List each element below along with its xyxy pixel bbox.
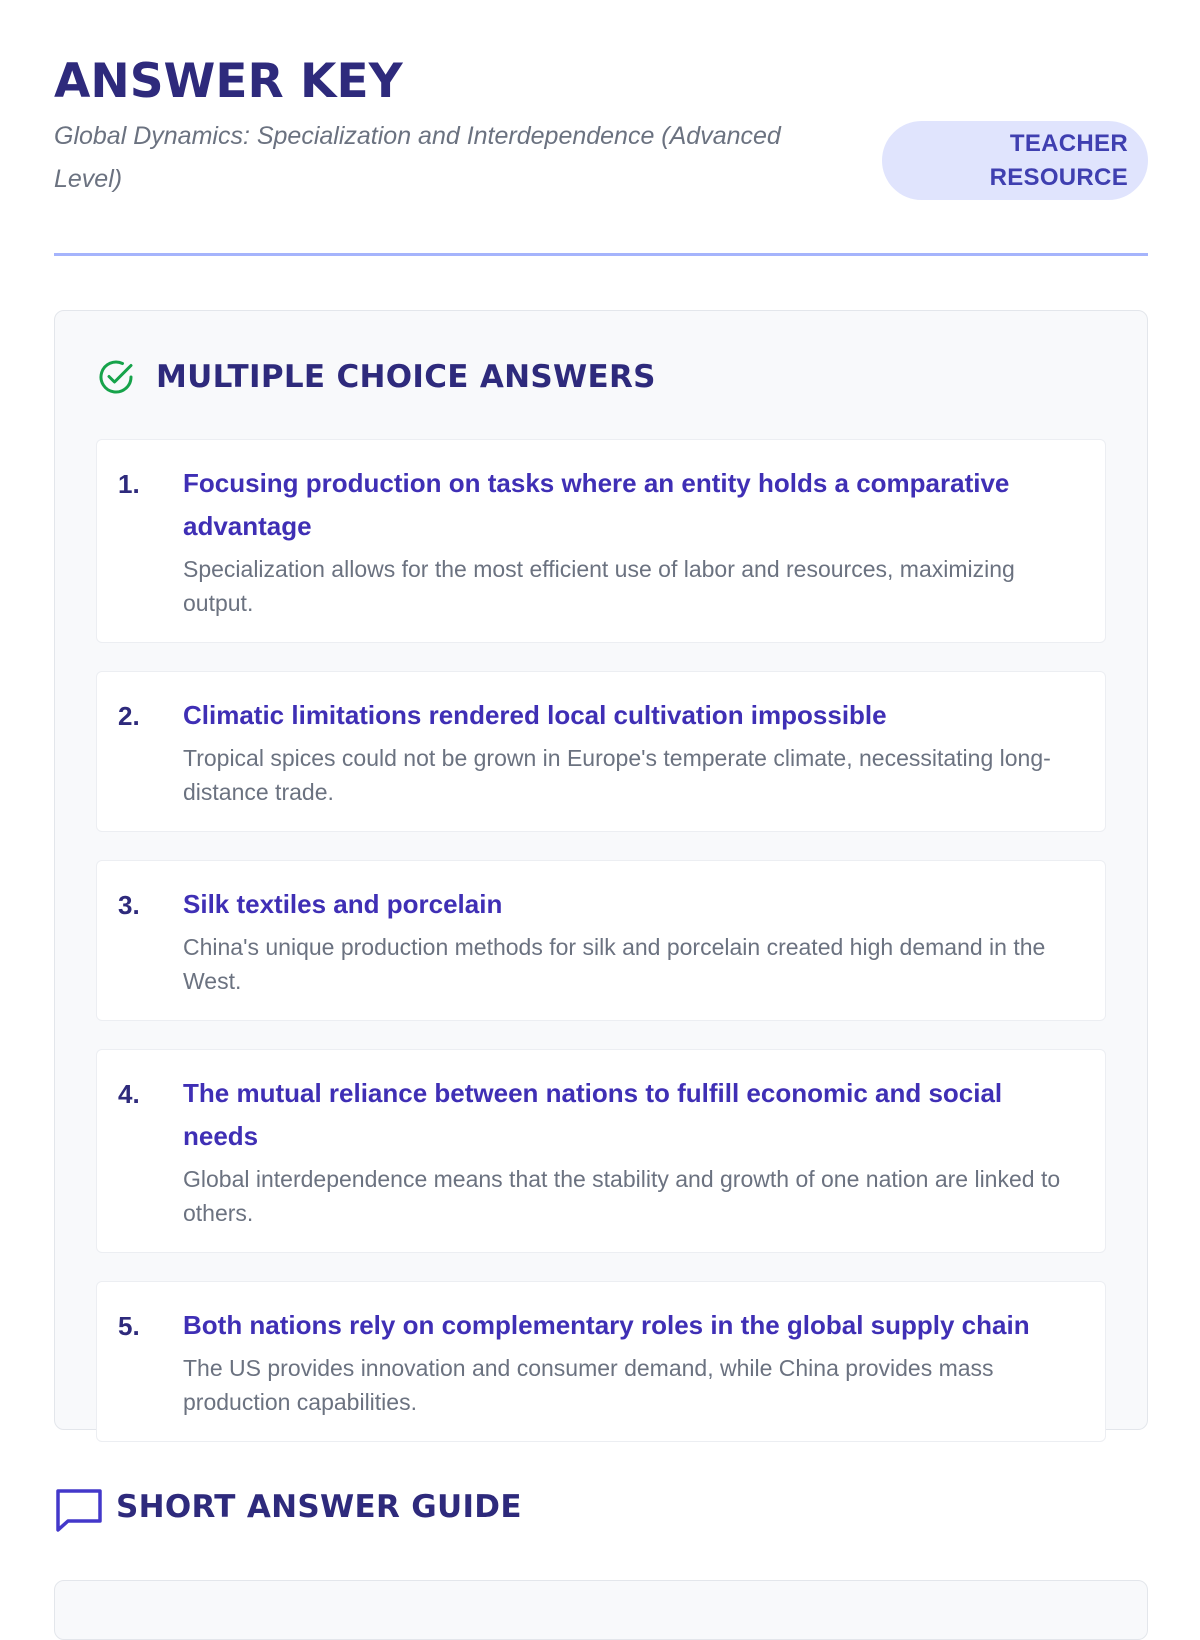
short-answer-heading [54, 1487, 522, 1527]
answer-explanation: The US provides innovation and consumer demand, while China provides mass production capabilities. [183, 1355, 994, 1415]
page-subtitle: Global Dynamics: Specialization and Interdependence (Advanced Level) [54, 122, 781, 193]
multiple-choice-title: MULTIPLE CHOICE ANSWERS [156, 359, 656, 395]
answer-key-page [54, 0, 1148, 1525]
multiple-choice-heading [96, 357, 656, 397]
correct-answer: Both nations rely on complementary roles in the global supply chain [183, 1310, 1030, 1340]
check-circle-icon [96, 357, 136, 397]
answer-item-5 [96, 1281, 1106, 1442]
answer-number: 4. [118, 1079, 140, 1109]
answer-item-2 [96, 671, 1106, 832]
answer-number: 1. [118, 469, 140, 499]
correct-answer: Focusing production on tasks where an entity holds a comparative advantage [183, 468, 1010, 541]
page-title: ANSWER KEY [54, 54, 403, 109]
answer-number: 3. [118, 890, 140, 920]
correct-answer: Silk textiles and porcelain [183, 889, 503, 919]
answer-number: 5. [118, 1311, 140, 1341]
message-square-icon [54, 1487, 94, 1527]
correct-answer: The mutual reliance between nations to fulfill economic and social needs [183, 1078, 1003, 1151]
answer-list [96, 439, 1106, 1470]
short-answer-section [54, 1580, 1148, 1640]
short-answer-title: SHORT ANSWER GUIDE [116, 1489, 522, 1525]
page-header [54, 0, 1148, 256]
answer-number: 2. [118, 701, 140, 731]
correct-answer: Climatic limitations rendered local cultivation impossible [183, 700, 887, 730]
answer-item-1 [96, 439, 1106, 643]
answer-explanation: China's unique production methods for silk and porcelain created high demand in the West. [183, 934, 1046, 994]
answer-item-4 [96, 1049, 1106, 1253]
answer-explanation: Specialization allows for the most efficient use of labor and resources, maximizing output. [183, 556, 1015, 616]
answer-explanation: Global interdependence means that the stability and growth of one nation are linked to others. [183, 1166, 1061, 1226]
answer-item-3 [96, 860, 1106, 1021]
answer-explanation: Tropical spices could not be grown in Europe's temperate climate, necessitating long-distance trade. [183, 745, 1051, 805]
multiple-choice-section [54, 310, 1148, 1430]
teacher-resource-badge: TEACHER RESOURCE [882, 121, 1148, 200]
